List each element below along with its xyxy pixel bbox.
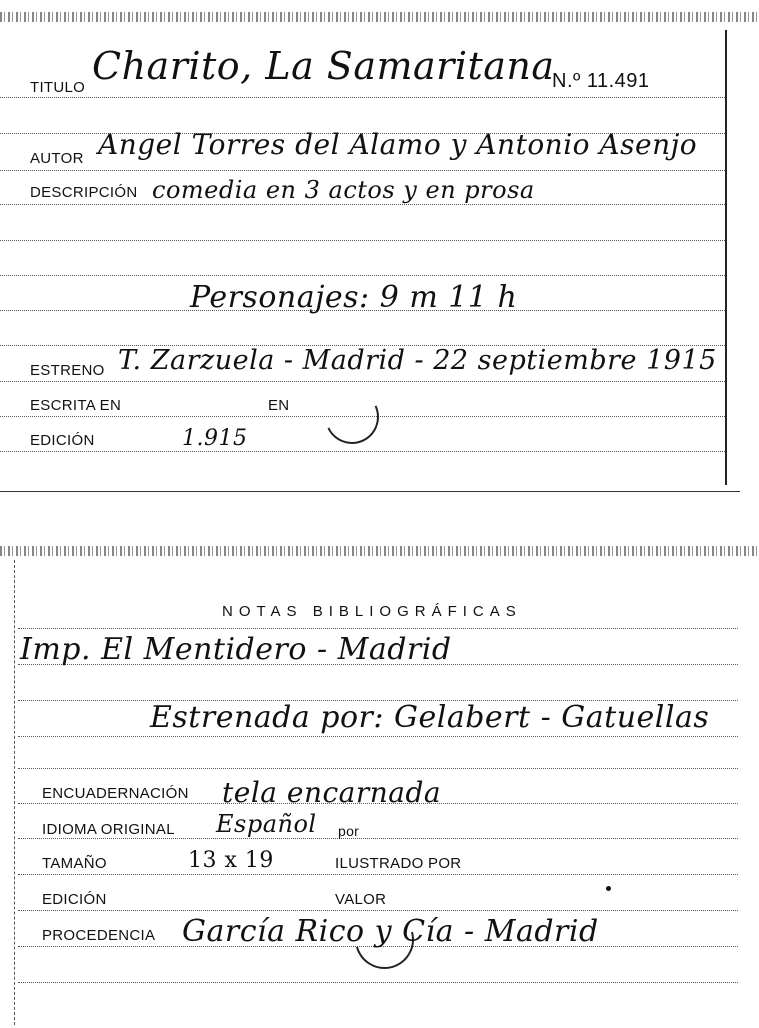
autor-label: AUTOR (30, 150, 84, 167)
ruled-line (0, 97, 725, 98)
procedencia-label: PROCEDENCIA (42, 927, 156, 944)
card-top-edge (0, 546, 759, 556)
catalog-card-front (0, 0, 759, 500)
encuadernacion-value: tela encarnada (222, 776, 442, 809)
stamp-mark (317, 382, 386, 451)
card-top-edge (0, 12, 759, 22)
por-label: por (338, 823, 360, 839)
personajes-note: Personajes: 9 m 11 h (190, 280, 518, 315)
edicion-value: 1.915 (182, 426, 248, 451)
ruled-line (0, 275, 725, 276)
ruled-line (18, 838, 738, 839)
ruled-line (18, 628, 738, 629)
note-line-2: Estrenada por: Gelabert - Gatuellas (150, 700, 710, 735)
ruled-line (18, 982, 738, 983)
notas-heading: NOTAS BIBLIOGRÁFICAS (222, 603, 522, 620)
titulo-label: TITULO (30, 79, 86, 96)
ruled-line (0, 240, 725, 241)
card-left-border (14, 560, 15, 1025)
ruled-line (0, 204, 725, 205)
ruled-line (0, 451, 725, 452)
descripcion-label: DESCRIPCIÓN (30, 184, 138, 201)
ink-dot (606, 886, 611, 891)
catalog-card-back (0, 540, 759, 1028)
card-right-border (725, 30, 727, 485)
tamano-value: 13 x 19 (188, 848, 274, 873)
idioma-label: IDIOMA ORIGINAL (42, 821, 175, 838)
en-label: EN (268, 397, 290, 414)
ruled-line (0, 381, 725, 382)
ilustrado-label: ILUSTRADO POR (335, 855, 462, 872)
encuadernacion-label: ENCUADERNACIÓN (42, 785, 189, 802)
edicion-label: EDICIÓN (30, 432, 95, 449)
ruled-line (18, 736, 738, 737)
escrita-en-label: ESCRITA EN (30, 397, 122, 414)
estreno-value: T. Zarzuela - Madrid - 22 septiembre 1915 (118, 345, 717, 376)
card-bottom-edge (0, 491, 740, 492)
titulo-value: Charito, La Samaritana (92, 44, 555, 88)
catalog-number: N.º 11.491 (552, 70, 650, 92)
ruled-line (18, 768, 738, 769)
procedencia-value: García Rico y Cía - Madrid (182, 914, 599, 949)
tamano-label: TAMAÑO (42, 855, 107, 872)
valor-label: VALOR (335, 891, 387, 908)
ruled-line (0, 170, 725, 171)
edicion-label-back: EDICIÓN (42, 891, 107, 908)
idioma-value: Español (216, 810, 317, 838)
ruled-line (18, 874, 738, 875)
estreno-label: ESTRENO (30, 362, 105, 379)
note-line-1: Imp. El Mentidero - Madrid (20, 632, 452, 667)
autor-value: Angel Torres del Alamo y Antonio Asenjo (98, 128, 698, 161)
descripcion-value: comedia en 3 actos y en prosa (152, 176, 535, 204)
